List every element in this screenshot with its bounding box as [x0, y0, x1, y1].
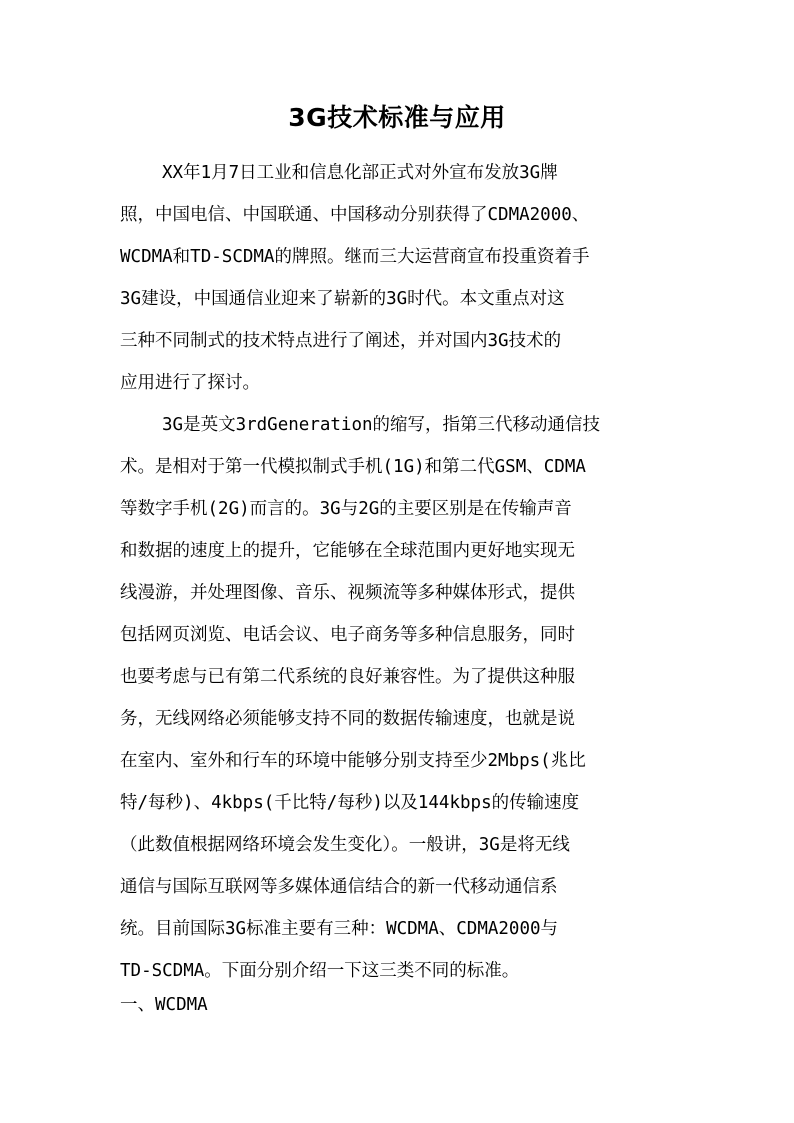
- paragraph-2-line: 在室内、室外和行车的环境中能够分别支持至少2Mbps(兆比: [120, 751, 586, 771]
- paragraph-2-line: 特/每秒)、4kbps(千比特/每秒)以及144kbps的传输速度: [120, 793, 580, 813]
- paragraph-2-line: （此数值根据网络环境会发生变化）。一般讲，3G是将无线: [120, 835, 570, 855]
- paragraph-2-line: 统。目前国际3G标准主要有三种：WCDMA、CDMA2000与: [120, 919, 559, 939]
- paragraph-2-line: 务，无线网络必须能够支持不同的数据传输速度，也就是说: [120, 709, 575, 729]
- section-heading: 一、WCDMA: [120, 995, 208, 1015]
- paragraph-2-line: TD-SCDMA。下面分别介绍一下这三类不同的标准。: [120, 961, 520, 981]
- paragraph-1-line: 3G建设，中国通信业迎来了崭新的3G时代。本文重点对这: [120, 289, 565, 309]
- paragraph-2-line: 术。是相对于第一代模拟制式手机(1G)和第二代GSM、CDMA: [120, 457, 586, 477]
- paragraph-2-line: 也要考虑与已有第二代系统的良好兼容性。为了提供这种服: [120, 667, 575, 687]
- paragraph-2-line: 通信与国际互联网等多媒体通信结合的新一代移动通信系: [120, 877, 558, 897]
- paragraph-1-line: 照，中国电信、中国联通、中国移动分别获得了CDMA2000、: [120, 205, 590, 225]
- paragraph-1-line: 三种不同制式的技术特点进行了阐述，并对国内3G技术的: [120, 331, 562, 351]
- paragraph-2-line: 线漫游，并处理图像、音乐、视频流等多种媒体形式，提供: [120, 583, 575, 603]
- document-title: 3G技术标准与应用: [288, 103, 506, 132]
- paragraph-1-line: XX年1月7日工业和信息化部正式对外宣布发放3G牌: [162, 163, 558, 183]
- paragraph-2-line: 包括网页浏览、电话会议、电子商务等多种信息服务，同时: [120, 625, 575, 645]
- paragraph-1-line: 应用进行了探讨。: [120, 373, 260, 393]
- paragraph-2-line: 等数字手机(2G)而言的。3G与2G的主要区别是在传输声音: [120, 499, 572, 519]
- paragraph-1-line: WCDMA和TD-SCDMA的牌照。继而三大运营商宣布投重资着手: [120, 247, 590, 267]
- paragraph-2-line: 3G是英文3rdGeneration的缩写，指第三代移动通信技: [162, 415, 601, 435]
- paragraph-2-line: 和数据的速度上的提升，它能够在全球范围内更好地实现无: [120, 541, 575, 561]
